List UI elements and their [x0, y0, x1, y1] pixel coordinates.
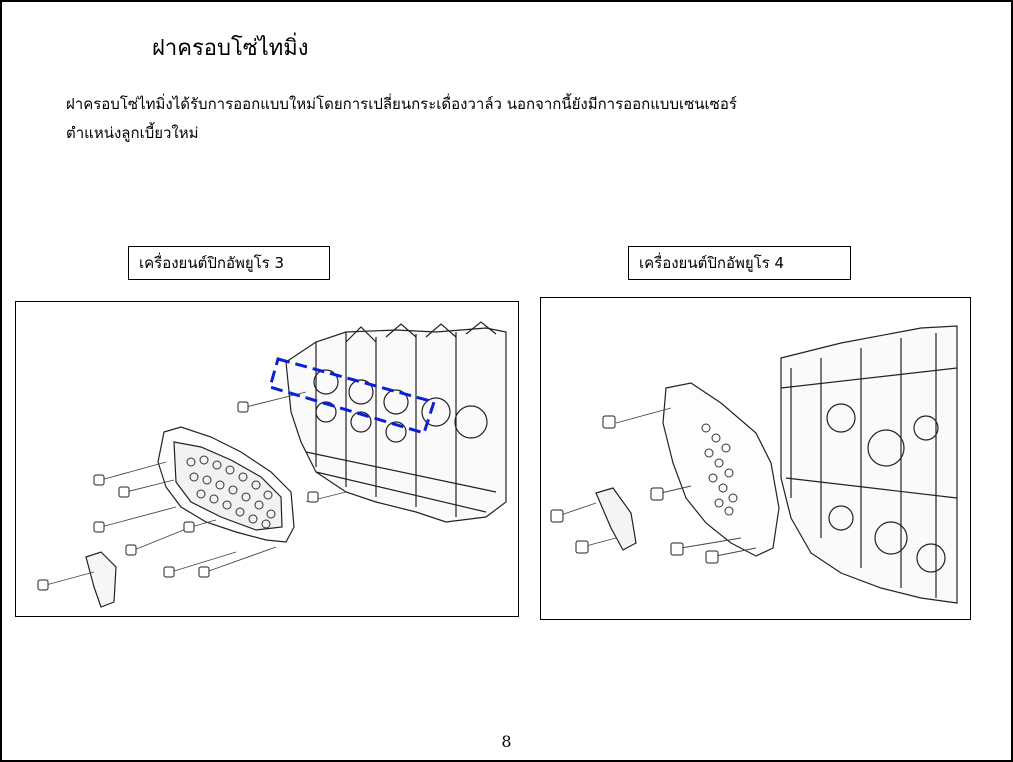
- page-number: 8: [501, 732, 512, 751]
- description-line-1: ฝาครอบโซ่ไทมิ่งได้รับการออกแบบใหม่โดยการเปลี่ยนกระเดื่องวาล์ว นอกจากนี้ยังมีการออกแบบเซนเซอร์: [66, 95, 737, 113]
- euro3-timing-cover-figure: [15, 301, 519, 617]
- euro3-engine-drawing: [16, 302, 518, 616]
- description-paragraph: [66, 90, 946, 148]
- euro4-engine-drawing: [541, 298, 970, 619]
- euro3-engine-label: เครื่องยนต์ปิกอัพยูโร 3: [128, 246, 330, 280]
- euro4-timing-cover-figure: [540, 297, 971, 620]
- euro4-engine-label: เครื่องยนต์ปิกอัพยูโร 4: [628, 246, 851, 280]
- page-title: ฝาครอบโซ่ไทมิ่ง: [152, 36, 309, 61]
- description-line-2: ตำแหน่งลูกเบี้ยวใหม่: [66, 124, 199, 142]
